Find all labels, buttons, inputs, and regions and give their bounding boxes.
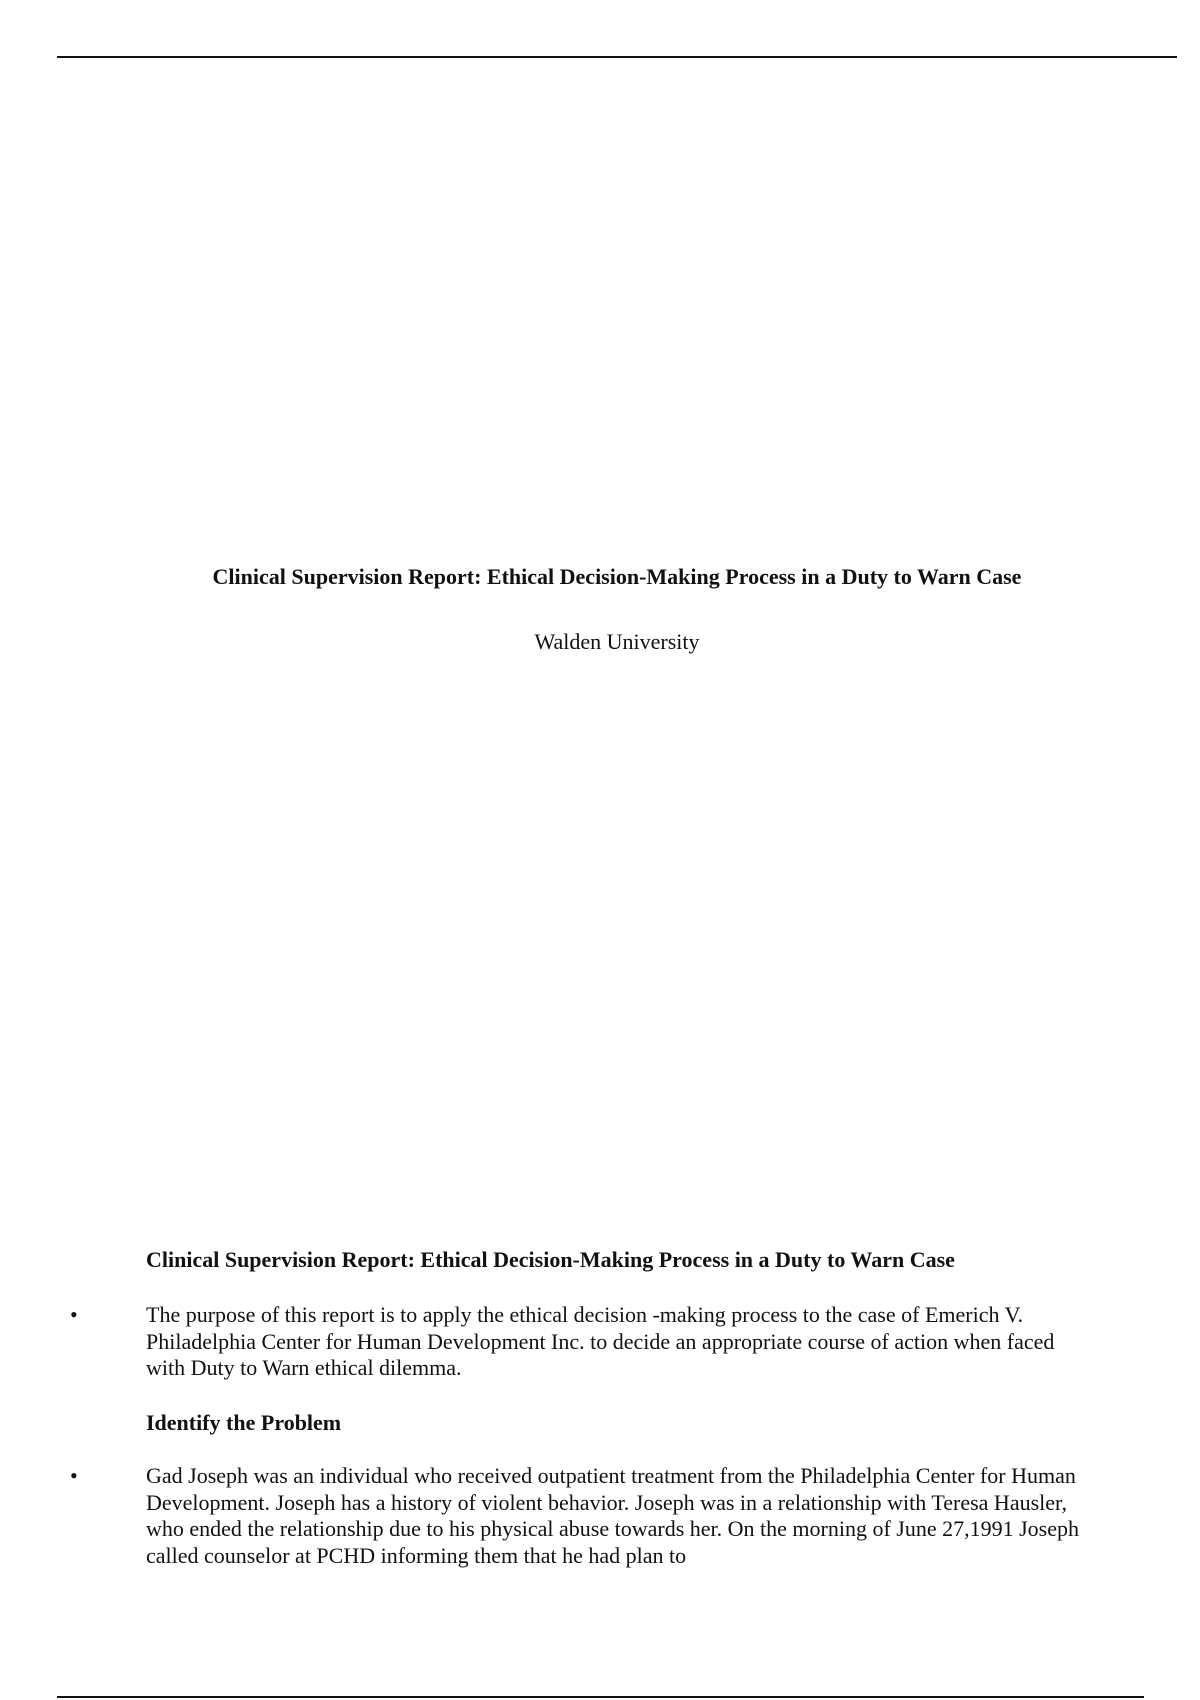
bullet-icon: • bbox=[70, 1463, 78, 1488]
top-page-rule bbox=[57, 56, 1177, 58]
report-heading: Clinical Supervision Report: Ethical Decision-Making Process in a Duty to Warn Case bbox=[146, 1247, 955, 1272]
problem-paragraph: Gad Joseph was an individual who received outpatient treatment from the Philadelphia Center for Human Development. Joseph has a history of violent behavior. Joseph was in a relationship with Teresa Hausler, who ended the relationship due to his physical abuse towards her. On the morning of June 27,1991 Joseph called counselor at PCHD informing them that he had plan to bbox=[146, 1463, 1080, 1568]
identify-problem-heading: Identify the Problem bbox=[146, 1410, 342, 1435]
purpose-paragraph: The purpose of this report is to apply the ethical decision -making process to the case of Emerich V. Philadelphia Center for Human Development Inc. to decide an appropriate course of action when faced with Duty to Warn ethical dilemma. bbox=[146, 1302, 1055, 1380]
title-page-institution: Walden University bbox=[534, 629, 700, 654]
bullet-icon: • bbox=[70, 1302, 78, 1327]
bottom-page-rule bbox=[57, 1696, 1144, 1698]
title-page-title: Clinical Supervision Report: Ethical Decision-Making Process in a Duty to Warn Case bbox=[212, 564, 1022, 589]
